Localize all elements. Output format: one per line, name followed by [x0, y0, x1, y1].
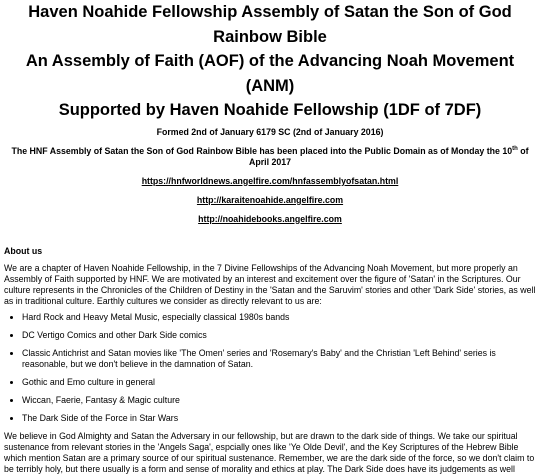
culture-list	[4, 312, 536, 424]
list-item: • Classic Antichrist and Satan movies like 'The Omen' series and 'Rosemary's Baby' and the Christian 'Left Behind' series is reasonable, but we don't believe in the damnation of Satan.	[22, 348, 536, 370]
about-closing: We believe in God Almighty and Satan the Adversary in our fellowship, but are drawn to the dark side of things. We take our spiritual sustenance from relevant stories in the 'Angels Saga', espcially ones like 'Ye Olde Devil', and the Key Scriptures of the Hebrew Bible which mention Satan are a primary source of our spiritual sustenance. Remember, we are the dark side of the force, so we don't claim to be terribly holy, but there usually is a form and sense of morality and ethics at play. The Dark Side does have its judgements as well	[4, 430, 535, 474]
about-heading: About us	[4, 245, 43, 256]
link-noahide-books[interactable]: http://noahidebooks.angelfire.com	[198, 213, 342, 224]
public-domain-text-end: of April 2017	[248, 145, 529, 167]
public-domain-notice	[4, 146, 536, 168]
about-intro: We are a chapter of Haven Noahide Fellowship, in the 7 Divine Fellowships of the Advancing Noah Movement, but more properly an Assembly of Faith supported by HNF. We are motivated by an interest and excitement over the figure of 'Satan' in the Scriptures. Our culture represents in the Chronicles of the Children of Destiny in the 'Satan and the Saruvim' stories and other 'Dark Side' stories, as well as in traditional culture. Earthly cultures we consider as directly relevant to us are:	[4, 262, 536, 306]
list-item: • Hard Rock and Heavy Metal Music, especially classical 1980s bands	[22, 312, 536, 323]
list-item: • Gothic and Emo culture in general	[22, 377, 536, 388]
title-line-1: Haven Noahide Fellowship Assembly of Satan the Son of God Rainbow Bible	[28, 3, 512, 46]
public-domain-text: The HNF Assembly of Satan the Son of God Rainbow Bible has been placed into the Public Domain as of Monday the 10	[11, 145, 513, 156]
title-line-2: An Assembly of Faith (AOF) of the Advancing Noah Movement (ANM)	[25, 52, 515, 95]
link-karaite-noahide[interactable]: http://karaitenoahide.angelfire.com	[196, 194, 344, 205]
ordinal-suffix: th	[512, 145, 518, 152]
list-item: • The Dark Side of the Force in Star Wars	[22, 413, 536, 424]
link-list	[4, 176, 536, 225]
page-title	[4, 0, 536, 123]
link-assembly-page[interactable]: https://hnfworldnews.angelfire.com/hnfassemblyofsatan.html	[141, 175, 399, 186]
formed-date: Formed 2nd of January 6179 SC (2nd of January 2016)	[156, 126, 384, 137]
list-item: • DC Vertigo Comics and other Dark Side comics	[22, 330, 536, 341]
title-line-3: Supported by Haven Noahide Fellowship (1DF of 7DF)	[58, 101, 482, 119]
list-item: • Wiccan, Faerie, Fantasy & Magic culture	[22, 395, 536, 406]
